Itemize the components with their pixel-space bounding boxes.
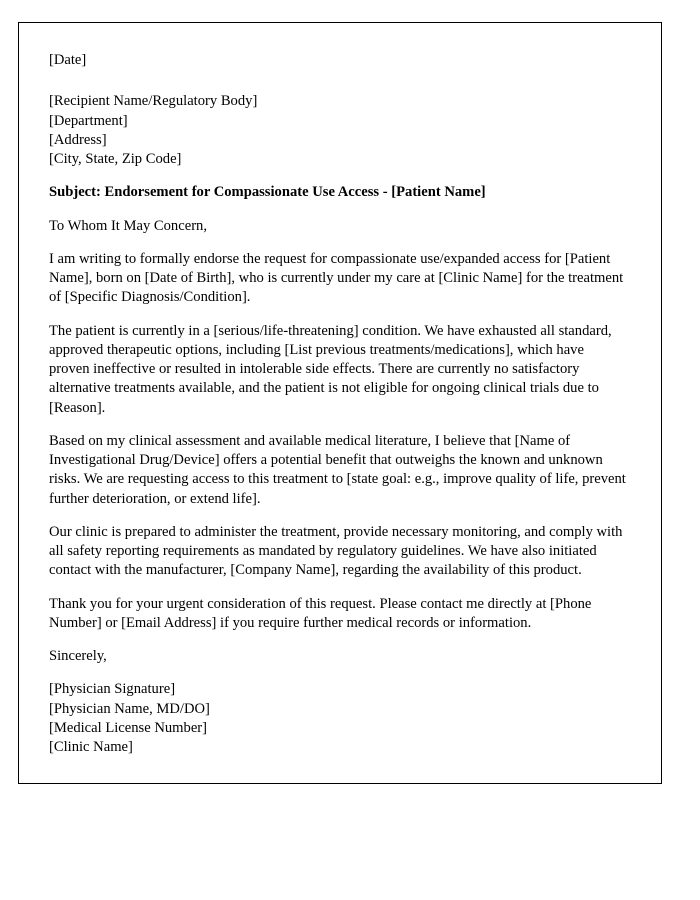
salutation: To Whom It May Concern,: [49, 217, 207, 234]
signature-line-1: [Physician Signature]: [49, 681, 176, 698]
recipient-line-1: [Recipient Name/Regulatory Body]: [49, 93, 258, 110]
date-line: [Date]: [49, 52, 87, 68]
signature-line-2: [Physician Name, MD/DO]: [49, 700, 210, 717]
letter-frame: [18, 22, 662, 784]
body-paragraph-5: Thank you for your urgent consideration of this request. Please contact me directly at [Phone Number] or [Email Address] if you require further medical records or information.: [49, 595, 592, 631]
recipient-address-block: [49, 92, 627, 169]
signature-line-3: [Medical License Number]: [49, 719, 208, 736]
body-paragraph-1: I am writing to formally endorse the request for compassionate use/expanded access for [Patient Name], born on [Date of Birth], who is currently under my care at [Clinic Name] for the treatment of [Specific Diagnosis/Condition].: [49, 250, 624, 306]
body-paragraph-2: The patient is currently in a [serious/life-threatening] condition. We have exhausted all standard, approved therapeutic options, including [List previous treatments/medications], which have proven ineffective or resulted in intolerable side effects. There are currently no satisfactory alternative treatments available, and the patient is not eligible for ongoing clinical trials due to [Reason].: [49, 322, 612, 416]
signature-block: [49, 680, 627, 757]
letter-body: [19, 23, 661, 777]
recipient-line-4: [City, State, Zip Code]: [49, 151, 182, 167]
recipient-line-2: [Department]: [49, 112, 128, 129]
date-block: [49, 51, 627, 70]
recipient-line-3: [Address]: [49, 131, 107, 148]
subject-line: Subject: Endorsement for Compassionate Use Access - [Patient Name]: [49, 184, 486, 201]
body-paragraph-3: Based on my clinical assessment and available medical literature, I believe that [Name of Investigational Drug/Device] offers a potential benefit that outweighs the known and unknown risks. We are requesting access to this treatment to [state goal: e.g., improve quality of life, prevent further deterioration, or extend life].: [49, 432, 626, 507]
body-paragraph-4: Our clinic is prepared to administer the treatment, provide necessary monitoring, and comply with all safety reporting requirements as mandated by regulatory guidelines. We have also initiated contact with the manufacturer, [Company Name], regarding the availability of this product.: [49, 523, 623, 579]
closing: Sincerely,: [49, 648, 107, 664]
signature-line-4: [Clinic Name]: [49, 739, 133, 755]
